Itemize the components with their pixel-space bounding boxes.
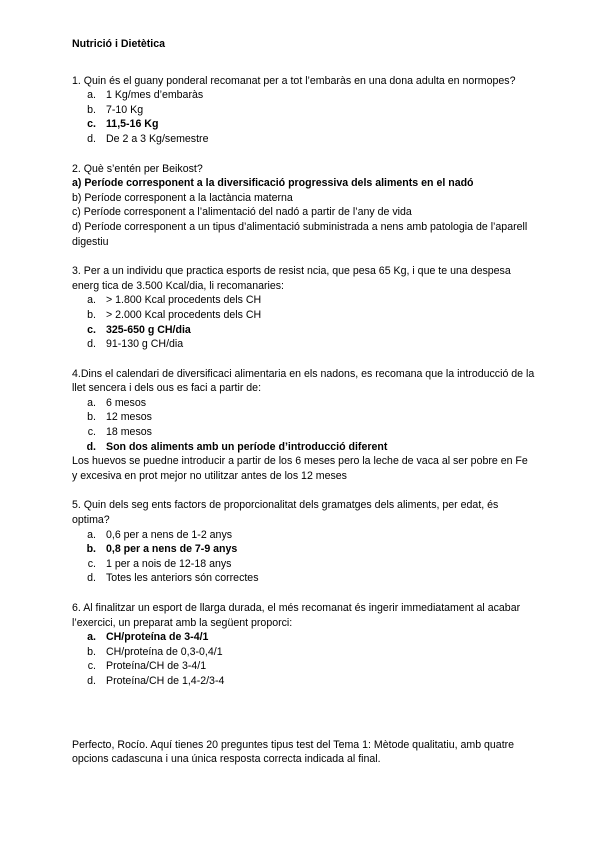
option-list (72, 630, 536, 688)
option-a-correct: a. CH/proteína de 3-4/1 (87, 631, 209, 644)
question-3 (72, 264, 536, 352)
option-a-correct: a) Període corresponent a la diversificació progressiva dels aliments en el nadó (72, 177, 474, 190)
option-c: c. 1 per a nois de 12-18 anys (87, 557, 232, 570)
option-c: c. Proteína/CH de 3-4/1 (87, 660, 207, 673)
option-list (72, 528, 536, 586)
option-b: b) Període corresponent a la lactància materna (72, 191, 293, 204)
question-text: 6. Al finalitzar un esport de llarga durada, el més recomanat és ingerir immediatament al acabar l’exercici, un preparat amb la següent proporci: (72, 602, 521, 629)
option-a: a. 6 mesos (87, 396, 147, 409)
option-b: b. 7-10 Kg (87, 103, 144, 116)
question-text: 4.Dins el calendari de diversificaci alimentaria en els nadons, es recomana que la introducció de la llet sencera i dels ous es faci a partir de: (72, 367, 535, 395)
option-d: d. 91-130 g CH/dia (87, 338, 184, 351)
question-text: 5. Quin dels seg ents factors de proporcionalitat dels gramatges dels aliments, per edat, és optima? (72, 499, 499, 527)
option-c-correct: c. 11,5-16 Kg (87, 118, 159, 131)
option-a: a. > 1.800 Kcal procedents dels CH (87, 294, 262, 307)
option-b: b. CH/proteína de 0,3-0,4/1 (87, 645, 223, 658)
answer-note: Los huevos se puedne introducir a partir de los 6 meses pero la leche de vaca al ser pobre en Fe y excesiva en prot mejor no utilitzar antes de los 12 meses (72, 455, 528, 482)
option-c: c. 18 mesos (87, 426, 152, 439)
option-c-correct: c. 325-650 g CH/dia (87, 323, 191, 336)
option-c: c) Període corresponent a l’alimentació del nadó a partir de l’any de vida (72, 206, 412, 219)
closing-paragraph: Perfecto, Rocío. Aquí tienes 20 preguntes tipus test del Tema 1: Mètode qualitatiu, amb quatre opcions cadascuna i una única resposta correcta indicada al final. (72, 738, 515, 766)
question-1 (72, 74, 536, 147)
option-d: d) Període corresponent a un tipus d’alimentació subministrada a nens amb patologia de l’aparell digestiu (72, 220, 528, 248)
option-d-correct: d. Son dos aliments amb un període d’introducció diferent (86, 440, 388, 453)
question-5 (72, 498, 536, 586)
option-list (72, 293, 536, 351)
document-page (72, 37, 536, 777)
question-text: 3. Per a un individu que practica esports de resist ncia, que pesa 65 Kg, i que te una despesa energ tica de 3.500 Kcal/dia, li recomanaries: (72, 265, 511, 292)
option-list (72, 396, 536, 454)
option-b: b. 12 mesos (87, 411, 152, 424)
option-b: b. > 2.000 Kcal procedents dels CH (87, 308, 262, 321)
question-2 (72, 162, 536, 250)
question-text: 2. Què s’entén per Beikost? (72, 162, 203, 175)
option-list (72, 88, 536, 146)
option-d: d. Proteína/CH de 1,4-2/3-4 (87, 674, 225, 687)
option-b-correct: b. 0,8 per a nens de 7-9 anys (86, 543, 238, 556)
document-title: Nutrició i Dietètica (72, 38, 166, 50)
option-a: a. 0,6 per a nens de 1-2 anys (87, 528, 233, 541)
question-4 (72, 367, 536, 484)
question-text: 1. Quin és el guany ponderal recomanat per a tot l’embaràs en una dona adulta en normopes? (72, 74, 516, 87)
option-d: d. De 2 a 3 Kg/semestre (87, 132, 209, 145)
option-a: a. 1 Kg/mes d’embaràs (87, 89, 204, 102)
option-d: d. Totes les anteriors són correctes (87, 572, 259, 585)
question-6 (72, 601, 536, 689)
